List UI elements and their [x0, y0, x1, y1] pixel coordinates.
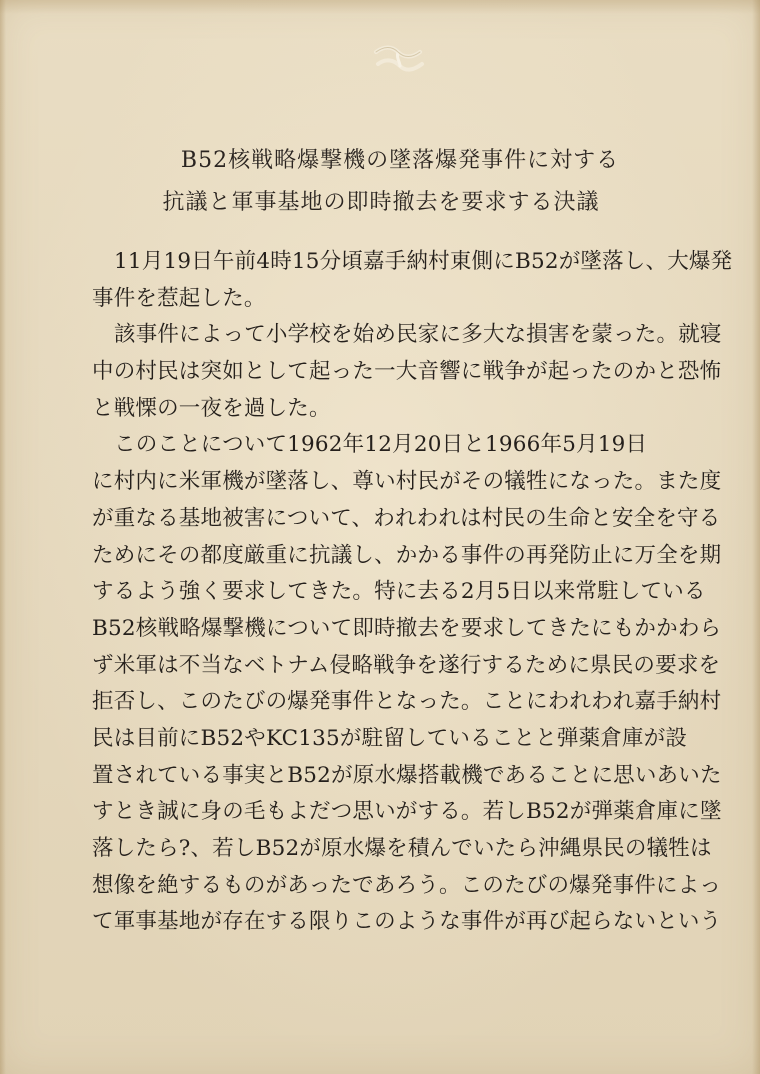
- body-line: このことについて1962年12月20日と1966年5月19日: [114, 432, 648, 458]
- body-line: に村内に米軍機が墜落し、尊い村民がその犠牲になった。また度: [92, 469, 722, 495]
- body-line: て軍事基地が存在する限りこのような事件が再び起らないという: [92, 909, 722, 935]
- body-line: 中の村民は突如として起った一大音響に戦争が起ったのかと恐怖: [92, 359, 722, 385]
- body-line: するよう強く要求してきた。特に去る2月5日以来常駐している: [92, 579, 706, 605]
- body-line: 拒否し、このたびの爆発事件となった。ことにわれわれ嘉手納村: [92, 689, 722, 715]
- body-line: 該事件によって小学校を始め民家に多大な損害を蒙った。就寝: [114, 322, 722, 348]
- body-line: 置されている事実とB52が原水爆搭載機であることに思いあいた: [92, 762, 722, 788]
- resolution-body: [92, 244, 733, 941]
- body-line: B52核戦略爆撃機について即時撤去を要求してきたにもかかわら: [92, 615, 722, 641]
- title-line-1: B52核戦略爆撃機の墜落爆発事件に対する: [180, 148, 620, 173]
- body-line: と戦慄の一夜を過した。: [92, 395, 331, 421]
- body-line: ず米軍は不当なベトナム侵略戦争を遂行するために県民の要求を: [92, 652, 721, 678]
- body-line: が重なる基地被害について、われわれは村民の生命と安全を守る: [92, 505, 721, 531]
- body-line: 11月19日午前4時15分頃嘉手納村東側にB52が墜落し、大爆発: [114, 249, 733, 274]
- title-line-2: 抗議と軍事基地の即時撤去を要求する決議: [162, 190, 600, 215]
- paper-top-edge: [0, 0, 760, 14]
- body-line: 民は目前にB52やKC135が駐留していることと弾薬倉庫が設: [92, 725, 688, 751]
- body-line: ためにその都度厳重に抗議し、かかる事件の再発防止に万全を期: [92, 542, 722, 568]
- document-title: [0, 140, 760, 224]
- body-line: 事件を惹起した。: [92, 285, 266, 311]
- string-binding-icon: [370, 42, 428, 76]
- body-line: すとき誠に身の毛もよだつ思いがする。若しB52が弾薬倉庫に墜: [92, 799, 722, 825]
- body-line: 想像を絶するものがあったであろう。このたびの爆発事件によっ: [92, 872, 722, 898]
- body-line: 落したら?、若しB52が原水爆を積んでいたら沖縄県民の犠牲は: [92, 836, 712, 861]
